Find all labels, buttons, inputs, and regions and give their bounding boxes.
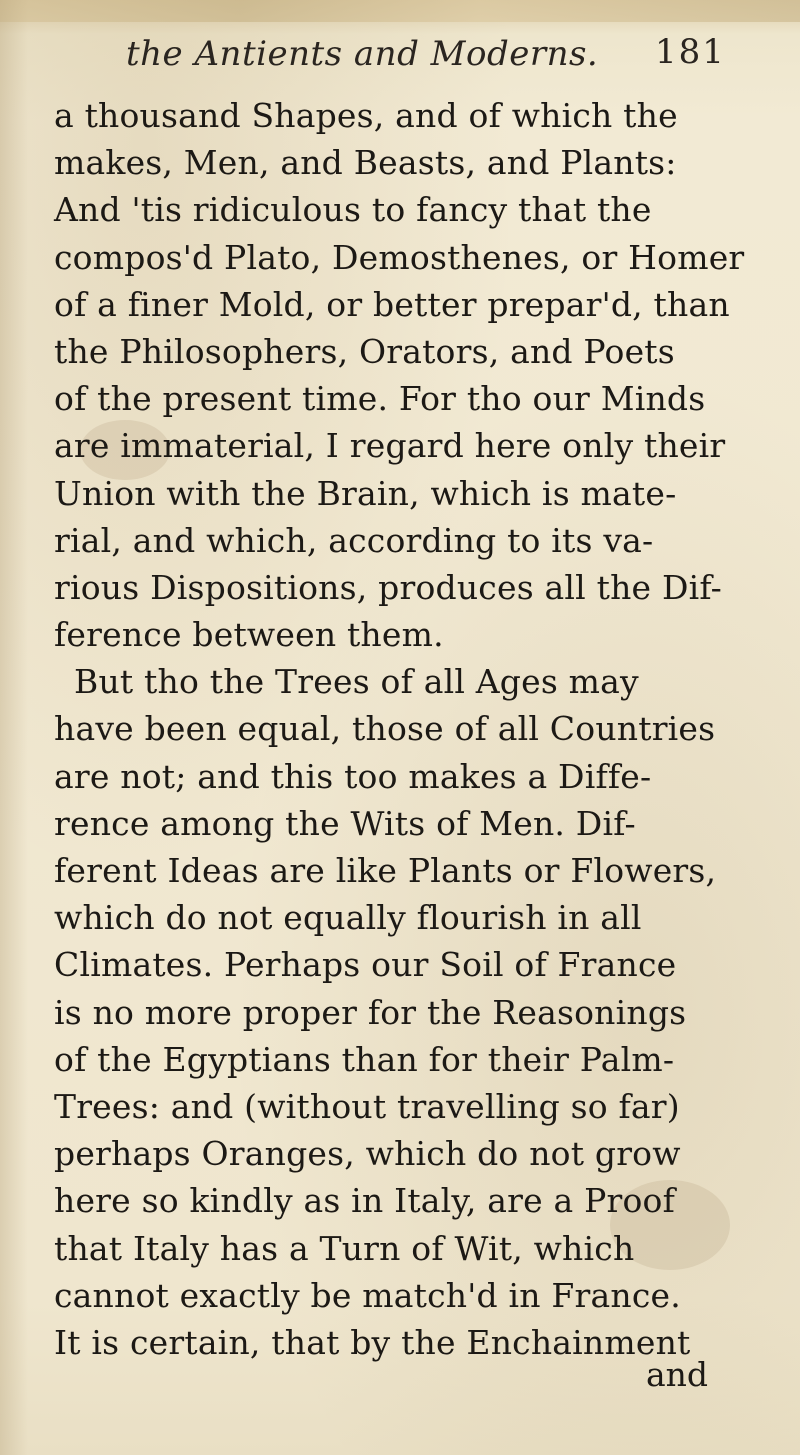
text-line: It is certain, that by the Enchainment: [54, 1322, 691, 1362]
text-line: that Italy has a Turn of Wit, which: [54, 1228, 635, 1268]
text-line: of the present time. For tho our Minds: [54, 379, 706, 419]
text-line: ferent Ideas are like Plants or Flowers,: [54, 851, 717, 890]
body-text: [44, 92, 784, 1366]
text-line: which do not equally flourish in all: [54, 898, 642, 938]
text-line: makes, Men, and Beasts, and Plants:: [54, 143, 677, 183]
text-line: are not; and this too makes a Diffe-: [54, 756, 652, 796]
text-line: is no more proper for the Reasonings: [54, 992, 687, 1032]
text-line: And 'tis ridiculous to fancy that the: [54, 190, 652, 230]
text-line: compos'd Plato, Demosthenes, or Homer: [54, 237, 745, 277]
text-line: of the Egyptians than for their Palm-: [54, 1039, 675, 1079]
text-line: the Philosophers, Orators, and Poets: [54, 331, 675, 371]
text-line: cannot exactly be match'd in France.: [54, 1275, 681, 1315]
text-line: ference between them.: [54, 615, 444, 655]
text-line: a thousand Shapes, and of which the: [54, 96, 678, 135]
text-line: rence among the Wits of Men. Dif-: [54, 803, 636, 843]
running-title: the Antients and Moderns.: [126, 34, 599, 74]
page-header: [0, 6, 800, 76]
text-line: of a finer Mold, or better prepar'd, than: [54, 284, 730, 324]
page-number: 181: [655, 32, 726, 72]
text-line: rial, and which, according to its va-: [54, 520, 654, 560]
text-line: are immaterial, I regard here only their: [54, 426, 726, 466]
text-line: But tho the Trees of all Ages may: [74, 662, 639, 702]
text-line: rious Dispositions, produces all the Dif-: [54, 567, 722, 607]
catchword: and: [645, 1355, 708, 1394]
text-line: Union with the Brain, which is mate-: [54, 473, 677, 513]
text-line: have been equal, those of all Countries: [54, 709, 716, 749]
text-line: Trees: and (without travelling so far): [54, 1086, 680, 1126]
text-line: here so kindly as in Italy, are a Proof: [54, 1181, 676, 1221]
text-line: Climates. Perhaps our Soil of France: [54, 945, 677, 985]
text-line: perhaps Oranges, which do not grow: [54, 1134, 681, 1174]
page-left-edge: [0, 0, 28, 1455]
